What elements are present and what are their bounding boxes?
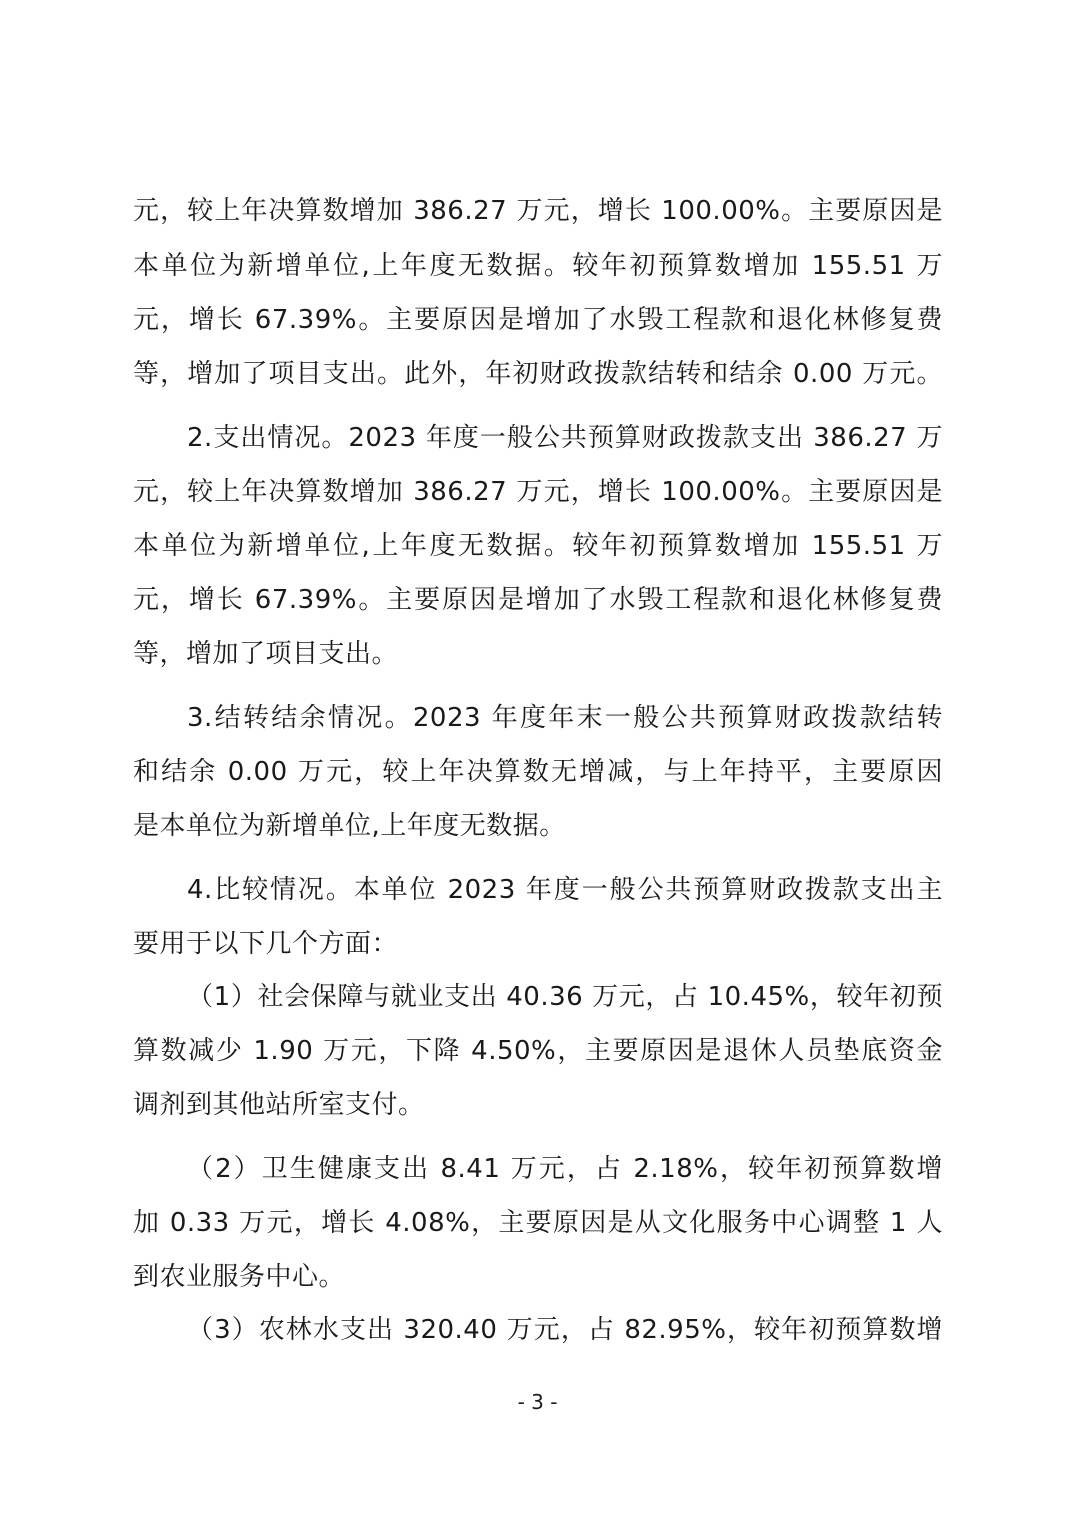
list-item-line: （2）卫生健康支出 8.41 万元，占 2.18%，较年初预算数增 bbox=[187, 1154, 943, 1184]
text-line: 加 0.33 万元，增长 4.08%，主要原因是从文化服务中心调整 1 人 bbox=[133, 1208, 943, 1238]
page-number: - 3 - bbox=[517, 1390, 558, 1414]
text-line: 是本单位为新增单位,上年度无数据。 bbox=[133, 811, 566, 841]
text-line: 到农业服务中心。 bbox=[133, 1262, 346, 1292]
section-heading-line: 4.比较情况。本单位 2023 年度一般公共预算财政拨款支出主 bbox=[187, 875, 943, 905]
text-line: 元，增长 67.39%。主要原因是增加了水毁工程款和退化林修复费 bbox=[133, 305, 943, 335]
section-heading-line: 2.支出情况。2023 年度一般公共预算财政拨款支出 386.27 万 bbox=[187, 423, 943, 453]
text-line: 等，增加了项目支出。此外，年初财政拨款结转和结余 0.00 万元。 bbox=[133, 359, 943, 389]
text-line: 元，较上年决算数增加 386.27 万元，增长 100.00%。主要原因是 bbox=[133, 196, 943, 226]
list-item-line: （3）农林水支出 320.40 万元，占 82.95%，较年初预算数增 bbox=[187, 1315, 943, 1345]
text-line: 元，较上年决算数增加 386.27 万元，增长 100.00%。主要原因是 bbox=[133, 477, 943, 507]
text-line: 本单位为新增单位,上年度无数据。较年初预算数增加 155.51 万 bbox=[133, 251, 943, 281]
text-line: 算数减少 1.90 万元，下降 4.50%，主要原因是退休人员垫底资金 bbox=[133, 1036, 943, 1066]
text-line: 调剂到其他站所室支付。 bbox=[133, 1090, 425, 1120]
list-item-line: （1）社会保障与就业支出 40.36 万元，占 10.45%，较年初预 bbox=[187, 982, 943, 1012]
text-line: 本单位为新增单位,上年度无数据。较年初预算数增加 155.51 万 bbox=[133, 531, 943, 561]
text-line: 等，增加了项目支出。 bbox=[133, 639, 399, 669]
text-line: 元，增长 67.39%。主要原因是增加了水毁工程款和退化林修复费 bbox=[133, 585, 943, 615]
section-heading-line: 3.结转结余情况。2023 年度年末一般公共预算财政拨款结转 bbox=[187, 703, 943, 733]
text-line: 和结余 0.00 万元，较上年决算数无增减，与上年持平，主要原因 bbox=[133, 757, 943, 787]
text-line: 要用于以下几个方面： bbox=[133, 929, 399, 959]
